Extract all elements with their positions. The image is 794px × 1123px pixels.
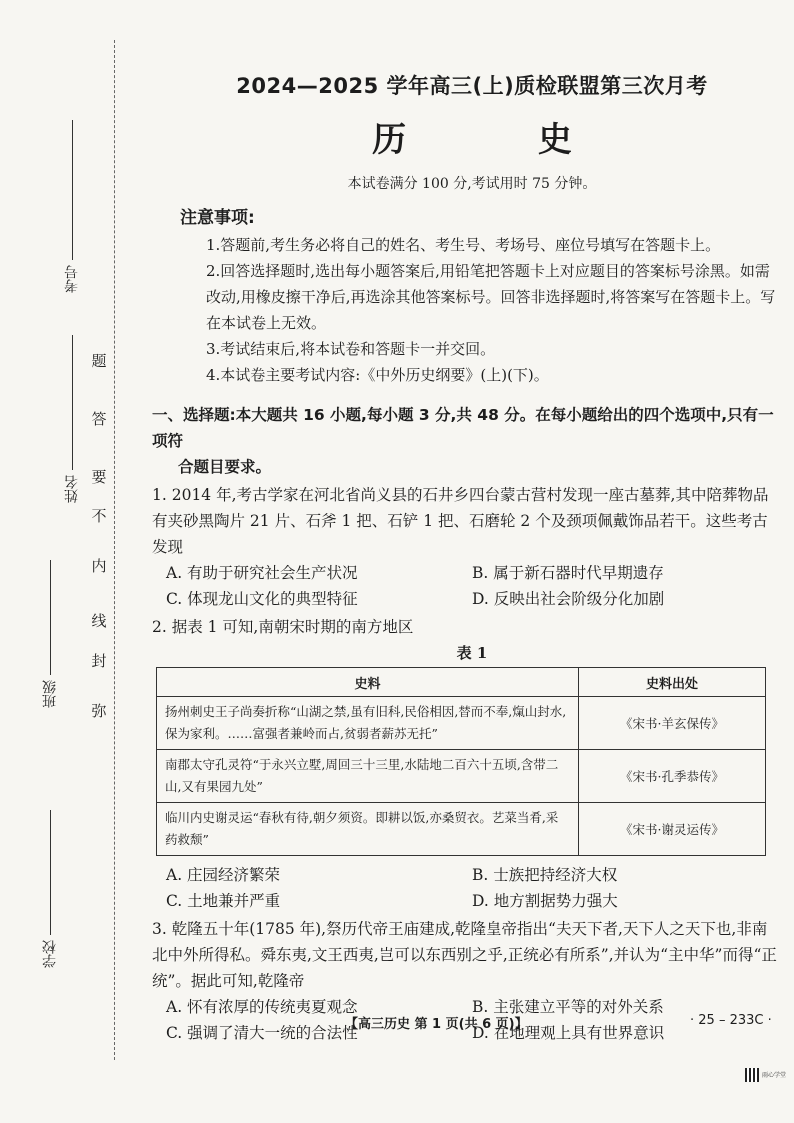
source-table: [156, 667, 766, 856]
table-caption: 表 1: [456, 644, 488, 662]
notes-title: 注意事项:: [180, 208, 255, 228]
row-text: 扬州刺史王子尚奏折称“山湖之禁,虽有旧科,民俗相因,替而不奉,熂山封水,保为家利。……富强者兼岭而占,贫弱者薪苏无托”: [157, 697, 579, 750]
qr-code-icon: [745, 1068, 759, 1082]
q1-option-a: A. 有助于研究社会生产状况: [166, 564, 358, 582]
question-1-options: [166, 560, 778, 612]
q3-option-d: D. 在地理观上具有世界意识: [472, 1024, 665, 1042]
q2-option-c: C. 土地兼并严重: [166, 892, 281, 910]
class-label: 班级: [42, 680, 58, 708]
q1-option-b: B. 属于新石器时代早期遗存: [472, 564, 664, 582]
table-row: [157, 750, 766, 803]
exam-no-line: [72, 120, 73, 260]
class-line: [50, 560, 51, 675]
table-row: [157, 697, 766, 750]
row-source: 《宋书·羊玄保传》: [579, 697, 766, 750]
school-label: 学校: [42, 940, 58, 968]
row-text: 临川内史谢灵运“春秋有待,朝夕须资。即耕以饭,亦桑贸衣。艺菜当肴,采药救颓”: [157, 803, 579, 856]
paper-code: · 25 – 233C ·: [690, 1013, 772, 1028]
seal-char-5: 内: [91, 557, 107, 575]
col-header-source: 史料出处: [579, 668, 766, 697]
section-heading: [152, 402, 778, 480]
seal-char-8: 弥: [91, 702, 107, 720]
exam-info: 本试卷满分 100 分,考试用时 75 分钟。: [347, 176, 597, 192]
row-source: 《宋书·谢灵运传》: [579, 803, 766, 856]
row-text: 南郡太守孔灵符“于永兴立墅,周回三十三里,水陆地二百六十五顷,含带二山,又有果园九处”: [157, 750, 579, 803]
seal-char-7: 封: [91, 652, 107, 670]
seal-line: [114, 40, 115, 1060]
seal-char-1: 题: [91, 352, 107, 370]
question-2-options: [166, 862, 778, 914]
q3-option-a: A. 怀有浓厚的传统夷夏观念: [166, 998, 358, 1016]
note-item: 1.答题前,考生务必将自己的姓名、考生号、考场号、座位号填写在答题卡上。: [206, 236, 721, 254]
note-item: 3.考试结束后,将本试卷和答题卡一并交回。: [206, 340, 496, 358]
name-label: 姓名: [64, 475, 80, 503]
name-line: [72, 335, 73, 470]
q3-option-b: B. 主张建立平等的对外关系: [472, 998, 664, 1016]
subject-title: 历 史: [372, 120, 632, 160]
page-number: 【高三历史 第 1 页(共 6 页)】: [345, 1017, 528, 1032]
school-line: [50, 810, 51, 935]
question-3-stem: 3. 乾隆五十年(1785 年),祭历代帝王庙建成,乾隆皇帝指出“夫天下者,天下人之天下也,非南北中外所得私。舜东夷,文王西夷,岂可以东西别之乎,正统必有所系”,并认为“主中华”而得“正统”。据此可知,乾隆帝: [152, 920, 777, 990]
seal-char-3: 要: [91, 468, 107, 486]
note-item: 4.本试卷主要考试内容:《中外历史纲要》(上)(下)。: [206, 366, 549, 384]
q2-option-d: D. 地方割据势力强大: [472, 892, 618, 910]
q2-option-b: B. 士族把持经济大权: [472, 866, 618, 884]
q1-option-c: C. 体现龙山文化的典型特征: [166, 590, 358, 608]
question-2-stem: 2. 据表 1 可知,南朝宋时期的南方地区: [152, 618, 414, 636]
section-heading-line1: 一、选择题:本大题共 16 小题,每小题 3 分,共 48 分。在每小题给出的四个选项中,只有一项符: [152, 406, 774, 450]
binding-strip: [0, 0, 130, 1123]
q3-option-c: C. 强调了清大一统的合法性: [166, 1024, 358, 1042]
section-heading-line2: 合题目要求。: [178, 458, 272, 476]
table-header-row: [157, 668, 766, 697]
seal-char-2: 答: [91, 410, 107, 428]
qr-caption: 雨心学堂: [762, 1072, 787, 1079]
seal-char-4: 不: [91, 507, 107, 525]
note-item: 2.回答选择题时,选出每小题答案后,用铅笔把答题卡上对应题目的答案标号涂黑。如需改动,用橡皮擦干净后,再选涂其他答案标号。回答非选择题时,将答案写在答题卡上。写在本试卷上无效。: [206, 262, 776, 332]
question-1-stem: 1. 2014 年,考古学家在河北省尚义县的石井乡四台蒙古营村发现一座古墓葬,其中陪葬物品有夹砂黑陶片 21 片、石斧 1 把、石铲 1 把、石磨轮 2 个及颈项佩戴饰品若干。这些考古发现: [152, 486, 769, 556]
q1-option-d: D. 反映出社会阶级分化加剧: [472, 590, 665, 608]
seal-char-6: 线: [91, 612, 107, 630]
row-source: 《宋书·孔季恭传》: [579, 750, 766, 803]
exam-title: 2024—2025 学年高三(上)质检联盟第三次月考: [236, 74, 708, 98]
exam-paper: [152, 60, 792, 1046]
col-header-text: 史料: [157, 668, 579, 697]
table-row: [157, 803, 766, 856]
exam-no-label: 考号: [64, 265, 80, 293]
q2-option-a: A. 庄园经济繁荣: [166, 866, 281, 884]
